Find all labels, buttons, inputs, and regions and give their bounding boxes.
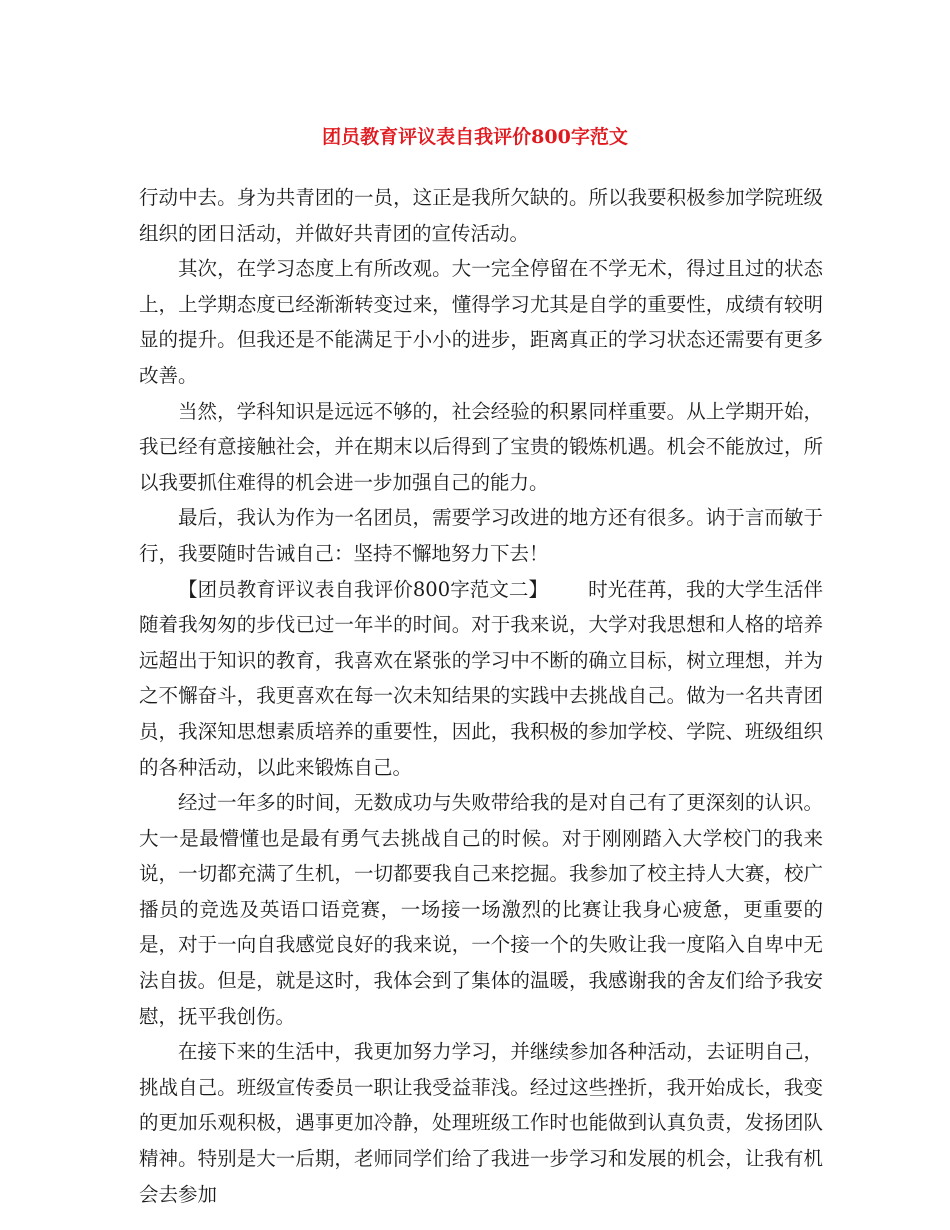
paragraph-5 (139, 572, 823, 786)
document-body (139, 180, 823, 1212)
paragraph-3: 当然，学科知识是远远不够的，社会经验的积累同样重要。从上学期开始，我已经有意接触社会，并在期末以后得到了宝贵的锻炼机遇。机会不能放过，所以我要抓住难得的机会进一步加强自己的能力。 (139, 399, 823, 494)
paragraph-7: 在接下来的生活中，我更加努力学习，并继续参加各种活动，去证明自己，挑战自己。班级宣传委员一职让我受益菲浅。经过这些挫折，我开始成长，我变的更加乐观积极，遇事更加冷静，处理班级工作时也能做到认真负责，发扬团队精神。特别是大一后期，老师同学们给了我进一步学习和发展的机会，让我有机会去参加 (139, 1040, 823, 1206)
paragraph-2: 其次，在学习态度上有所改观。大一完全停留在不学无术，得过且过的状态上，上学期态度已经渐渐转变过来，懂得学习尤其是自学的重要性，成绩有较明显的提升。但我还是不能满足于小小的进步，距离真正的学习状态还需要有更多改善。 (139, 257, 823, 387)
paragraph-5-text: 时光荏苒，我的大学生活伴随着我匆匆的步伐已过一年半的时间。对于我来说，大学对我思想和人格的培养远超出于知识的教育，我喜欢在紧张的学习中不断的确立目标，树立理想，并为之不懈奋斗，我更喜欢在每一次未知结果的实践中去挑战自己。做为一名共青团员，我深知思想素质培养的重要性，因此，我积极的参加学校、学院、班级组织的各种活动，以此来锻炼自己。 (139, 577, 823, 779)
document-title: 团员教育评议表自我评价800字范文 (322, 126, 628, 148)
section-heading: 【团员教育评议表自我评价800字范文二】 (178, 577, 549, 601)
paragraph-4: 最后，我认为作为一名团员，需要学习改进的地方还有很多。讷于言而敏于行，我要随时告诫自己：坚持不懈地努力下去！ (139, 506, 823, 565)
paragraph-1: 行动中去。身为共青团的一员，这正是我所欠缺的。所以我要积极参加学院班级组织的团日活动，并做好共青团的宣传活动。 (139, 186, 823, 245)
paragraph-6: 经过一年多的时间，无数成功与失败带给我的是对自己有了更深刻的认识。大一是最懵懂也是最有勇气去挑战自己的时候。对于刚刚踏入大学校门的我来说，一切都充满了生机，一切都要我自己来挖掘。我参加了校主持人大赛，校广播员的竞选及英语口语竞赛，一场接一场激烈的比赛让我身心疲惫，更重要的是，对于一向自我感觉良好的我来说，一个接一个的失败让我一度陷入自卑中无法自拔。但是，就是这时，我体会到了集体的温暖，我感谢我的舍友们给予我安慰，抚平我创伤。 (139, 791, 823, 1028)
